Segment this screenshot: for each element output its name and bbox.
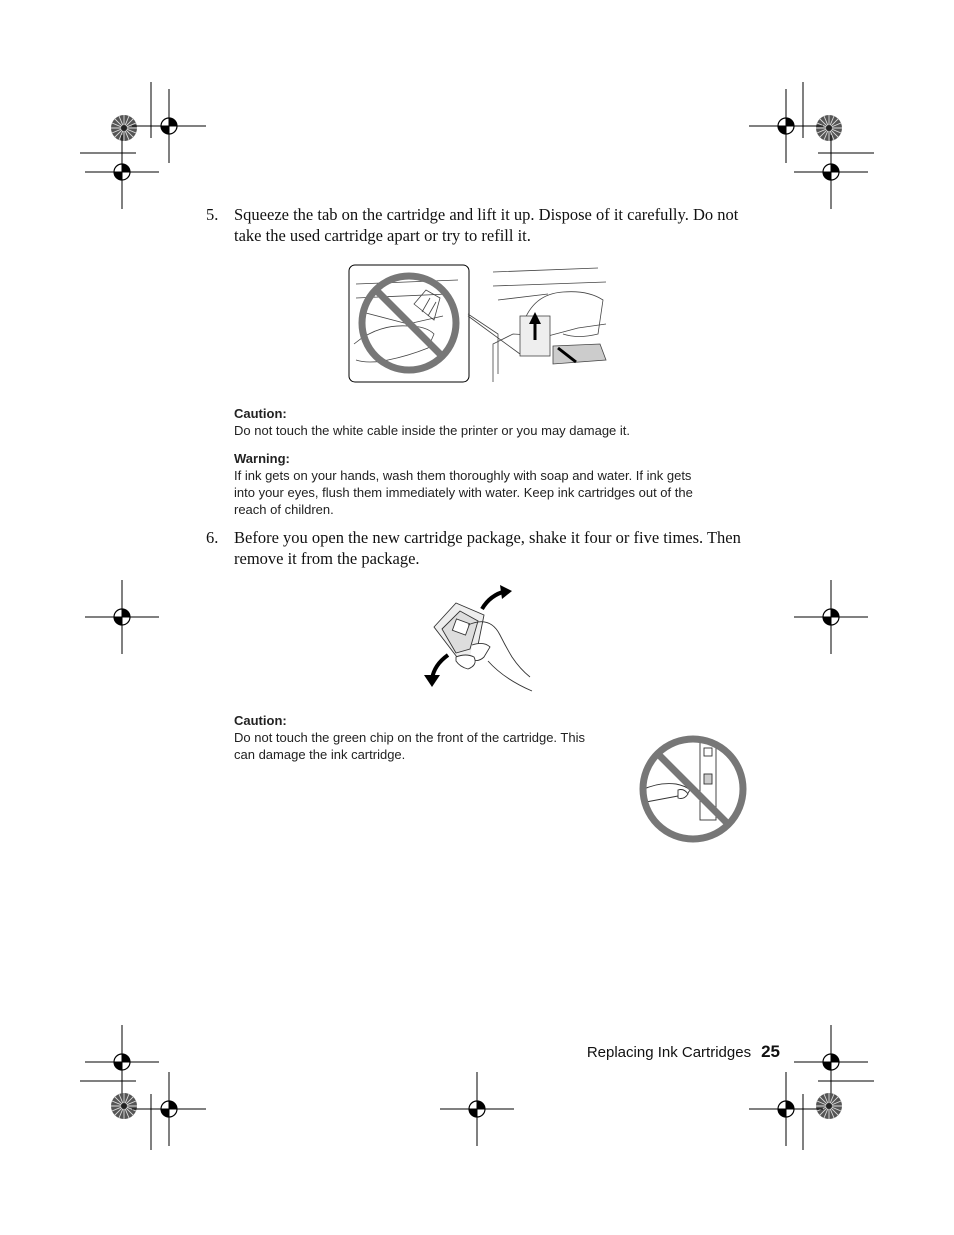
registration-mark-icon <box>85 1025 159 1099</box>
color-wheel-icon <box>816 115 842 141</box>
step-number: 6. <box>206 528 219 547</box>
caution-heading: Caution: <box>234 713 287 728</box>
caution-text-line: can damage the ink cartridge. <box>234 747 406 762</box>
registration-mark-icon <box>794 580 868 654</box>
warning-text-line: If ink gets on your hands, wash them thoroughly with soap and water. If ink gets <box>234 468 692 483</box>
caution-note-1 <box>234 406 630 439</box>
warning-heading: Warning: <box>234 451 290 466</box>
registration-mark-icon <box>794 135 868 209</box>
step-text-line1: Before you open the new cartridge package, shake it four or five times. Then <box>234 528 741 547</box>
warning-note <box>234 451 693 518</box>
registration-mark-icon <box>85 135 159 209</box>
step-number: 5. <box>206 205 219 224</box>
page-number: 25 <box>761 1042 780 1061</box>
registration-mark-icon <box>749 89 823 163</box>
green-chip-figure <box>638 734 750 846</box>
caution-text: Do not touch the white cable inside the printer or you may damage it. <box>234 423 630 438</box>
caution-note-2 <box>234 713 585 763</box>
color-wheel-icon <box>816 1093 842 1119</box>
warning-text-line: into your eyes, flush them immediately with water. Keep ink cartridges out of the <box>234 485 693 500</box>
cartridge-removal-figure <box>348 264 610 384</box>
step-text-line1: Squeeze the tab on the cartridge and lift it up. Dispose of it carefully. Do not <box>234 205 739 224</box>
registration-mark-icon <box>85 580 159 654</box>
step-text-line2: remove it from the package. <box>234 549 420 568</box>
color-wheel-icon <box>111 115 137 141</box>
shake-cartridge-figure <box>420 585 535 697</box>
step-text-line2: take the used cartridge apart or try to refill it. <box>234 226 531 245</box>
footer-section-title: Replacing Ink Cartridges <box>586 1044 752 1061</box>
registration-mark-icon <box>794 1025 868 1099</box>
warning-text-line: reach of children. <box>234 502 334 517</box>
registration-mark-icon <box>440 1072 514 1146</box>
registration-mark-icon <box>132 1072 206 1146</box>
caution-heading: Caution: <box>234 406 287 421</box>
registration-mark-icon <box>132 89 206 163</box>
caution-text-line: Do not touch the green chip on the front of the cartridge. This <box>234 730 585 745</box>
registration-mark-icon <box>749 1072 823 1146</box>
color-wheel-icon <box>111 1093 137 1119</box>
page-footer <box>587 1042 780 1062</box>
